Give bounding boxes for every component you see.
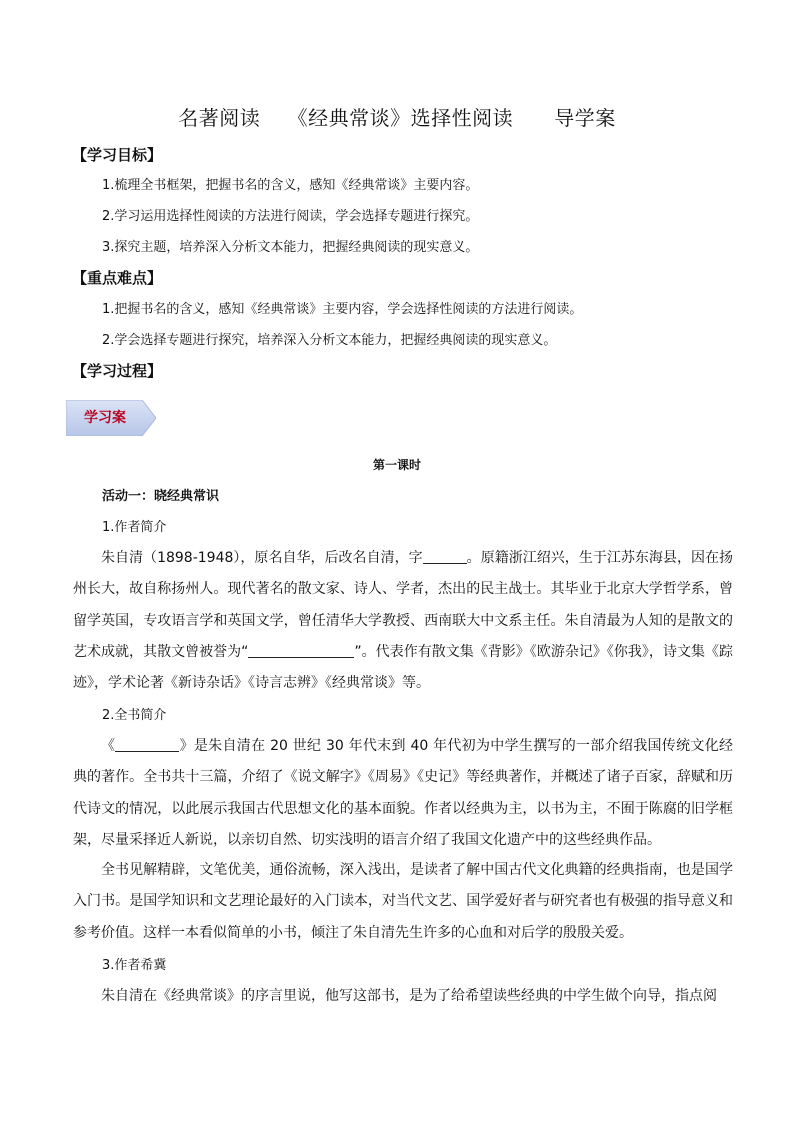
goal-item-3: 3.探究主题，培养深入分析文本能力，把握经典阅读的现实意义。: [102, 240, 479, 255]
author-intro-text-c: ”。代表作有散文集《背影》《欧游杂记》《你我》，诗文集《踪迹》，学术论著《新诗杂话》《诗言志辨》《经典常谈》等。: [73, 643, 733, 692]
keypoint-item-1: 1.把握书名的含义，感知《经典常谈》主要内容，学会选择性阅读的方法进行阅读。: [102, 302, 583, 317]
author-intro-text-a: 朱自清（1898-1948），原名自华，后改名自清，字: [101, 550, 423, 566]
study-plan-banner: [66, 400, 156, 436]
book-intro-paragraph-2: 全书见解精辟，文笔优美，通俗流畅，深入浅出，是读者了解中国古代文化典籍的经典指南，也是国学入门书。是国学知识和文艺理论最好的入门读本，对当代文艺、国学爱好者与研究者也有极强的指导意义和参考价值。这样一本看似简单的小书，倾注了朱自清先生许多的心血和对后学的殷殷关爱。: [73, 862, 733, 941]
activity-heading: 活动一：晓经典常识: [102, 489, 220, 504]
goals-heading: 【学习目标】: [72, 146, 163, 164]
book-intro-heading: 2.全书简介: [102, 708, 167, 723]
keypoints-heading: 【重点难点】: [72, 269, 163, 287]
book-intro-paragraph-1: [73, 731, 733, 856]
process-heading: 【学习过程】: [72, 362, 163, 380]
goal-item-1: 1.梳理全书框架，把握书名的含义，感知《经典常谈》主要内容。: [102, 178, 479, 193]
book-intro-text-b: 》是朱自清在 20 世纪 30 年代末到 40 年代初为中学生撰写的一部介绍我国传统文化经典的著作。全书共十三篇，介绍了《说文解字》《周易》《史记》等经典著作，并概述了诸子百家，辞赋和历代诗文的情况，以此展示我国古代思想文化的基本面貌。作者以经典为主，以书为主，不囿于陈腐的旧学框架，尽量采择近人新说，以亲切自然、切实浅明的语言介绍了我国文化遗产中的这些经典作品。: [73, 738, 733, 848]
book-intro-text-a: 《: [101, 738, 116, 754]
banner-label: 学习案: [84, 410, 126, 426]
hope-heading: 3.作者希冀: [102, 958, 167, 973]
goal-item-2: 2.学习运用选择性阅读的方法进行阅读，学会选择专题进行探究。: [102, 209, 479, 224]
fill-blank-courtesy-name[interactable]: [423, 549, 467, 564]
author-intro-paragraph: [73, 543, 733, 699]
fill-blank-book-title[interactable]: [115, 737, 179, 752]
author-intro-heading: 1.作者简介: [102, 520, 167, 535]
document-title: 名著阅读 《经典常谈》选择性阅读 导学案: [178, 106, 616, 130]
keypoint-item-2: 2.学会选择专题进行探究，培养深入分析文本能力，把握经典阅读的现实意义。: [102, 333, 557, 348]
author-intro-text-b: 。原籍浙江绍兴，生于江苏东海县，因在扬州长大，故自称扬州人。现代著名的散文家、诗人、学者，杰出的民主战士。其毕业于北京大学哲学系，曾留学英国，专攻语言学和英国文学，曾任清华大学教授、西南联大中文系主任。朱自清最为人知的是散文的艺术成就，其散文曾被誉为“: [73, 550, 733, 660]
lesson-title: 第一课时: [372, 458, 421, 472]
hope-paragraph: 朱自清在《经典常谈》的序言里说，他写这部书，是为了给希望读些经典的中学生做个向导，指点阅: [101, 988, 717, 1004]
fill-blank-prose-praise[interactable]: [248, 643, 354, 658]
